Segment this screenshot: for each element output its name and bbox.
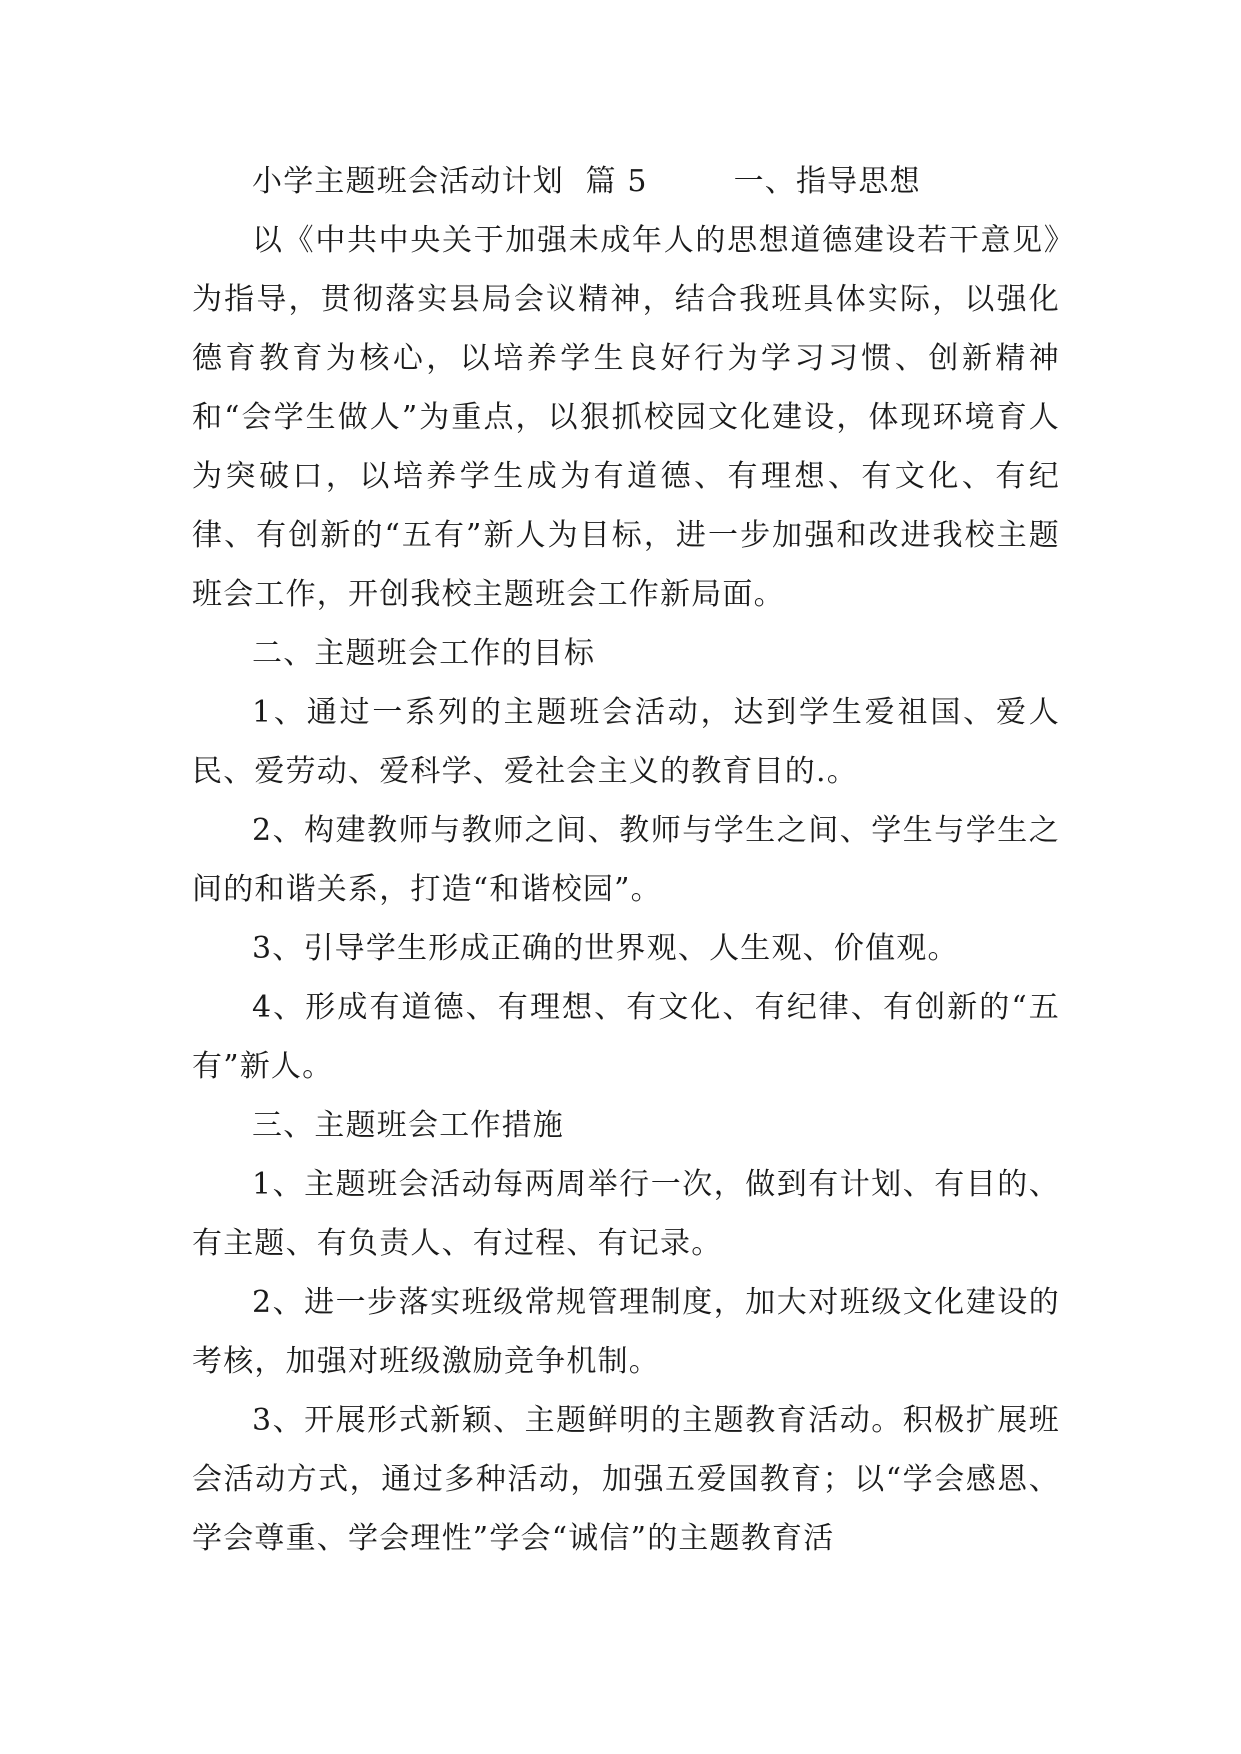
- measure-item-3: 3、开展形式新颖、主题鲜明的主题教育活动。积极扩展班会活动方式，通过多种活动，加强五爱国教育；以“学会感恩、学会尊重、学会理性”学会“诚信”的主题教育活: [192, 1403, 1060, 1556]
- measure-item-1: 1、主题班会活动每两周举行一次，做到有计划、有目的、有主题、有负责人、有过程、有记录。: [192, 1167, 1060, 1261]
- document-title-line: 小学主题班会活动计划 篇 5 一、指导思想: [252, 164, 921, 199]
- goal-item-1: 1、通过一系列的主题班会活动，达到学生爱祖国、爱人民、爱劳动、爱科学、爱社会主义的教育目的.。: [192, 695, 1060, 789]
- guiding-ideology-paragraph: 以《中共中央关于加强未成年人的思想道德建设若干意见》为指导，贯彻落实县局会议精神，结合我班具体实际，以强化德育教育为核心，以培养学生良好行为学习习惯、创新精神和“会学生做人”为重点，以狠抓校园文化建设，体现环境育人为突破口，以培养学生成为有道德、有理想、有文化、有纪律、有创新的“五有”新人为目标，进一步加强和改进我校主题班会工作，开创我校主题班会工作新局面。: [192, 223, 1060, 612]
- document-body: [192, 152, 1060, 1568]
- section-heading-goals: 二、主题班会工作的目标: [252, 636, 596, 671]
- section-heading-measures: 三、主题班会工作措施: [252, 1108, 564, 1143]
- goal-item-3: 3、引导学生形成正确的世界观、人生观、价值观。: [252, 931, 959, 966]
- goal-item-4: 4、形成有道德、有理想、有文化、有纪律、有创新的“五有”新人。: [192, 990, 1060, 1084]
- goal-item-2: 2、构建教师与教师之间、教师与学生之间、学生与学生之间的和谐关系，打造“和谐校园”。: [192, 813, 1060, 907]
- measure-item-2: 2、进一步落实班级常规管理制度，加大对班级文化建设的考核，加强对班级激励竞争机制。: [192, 1285, 1060, 1379]
